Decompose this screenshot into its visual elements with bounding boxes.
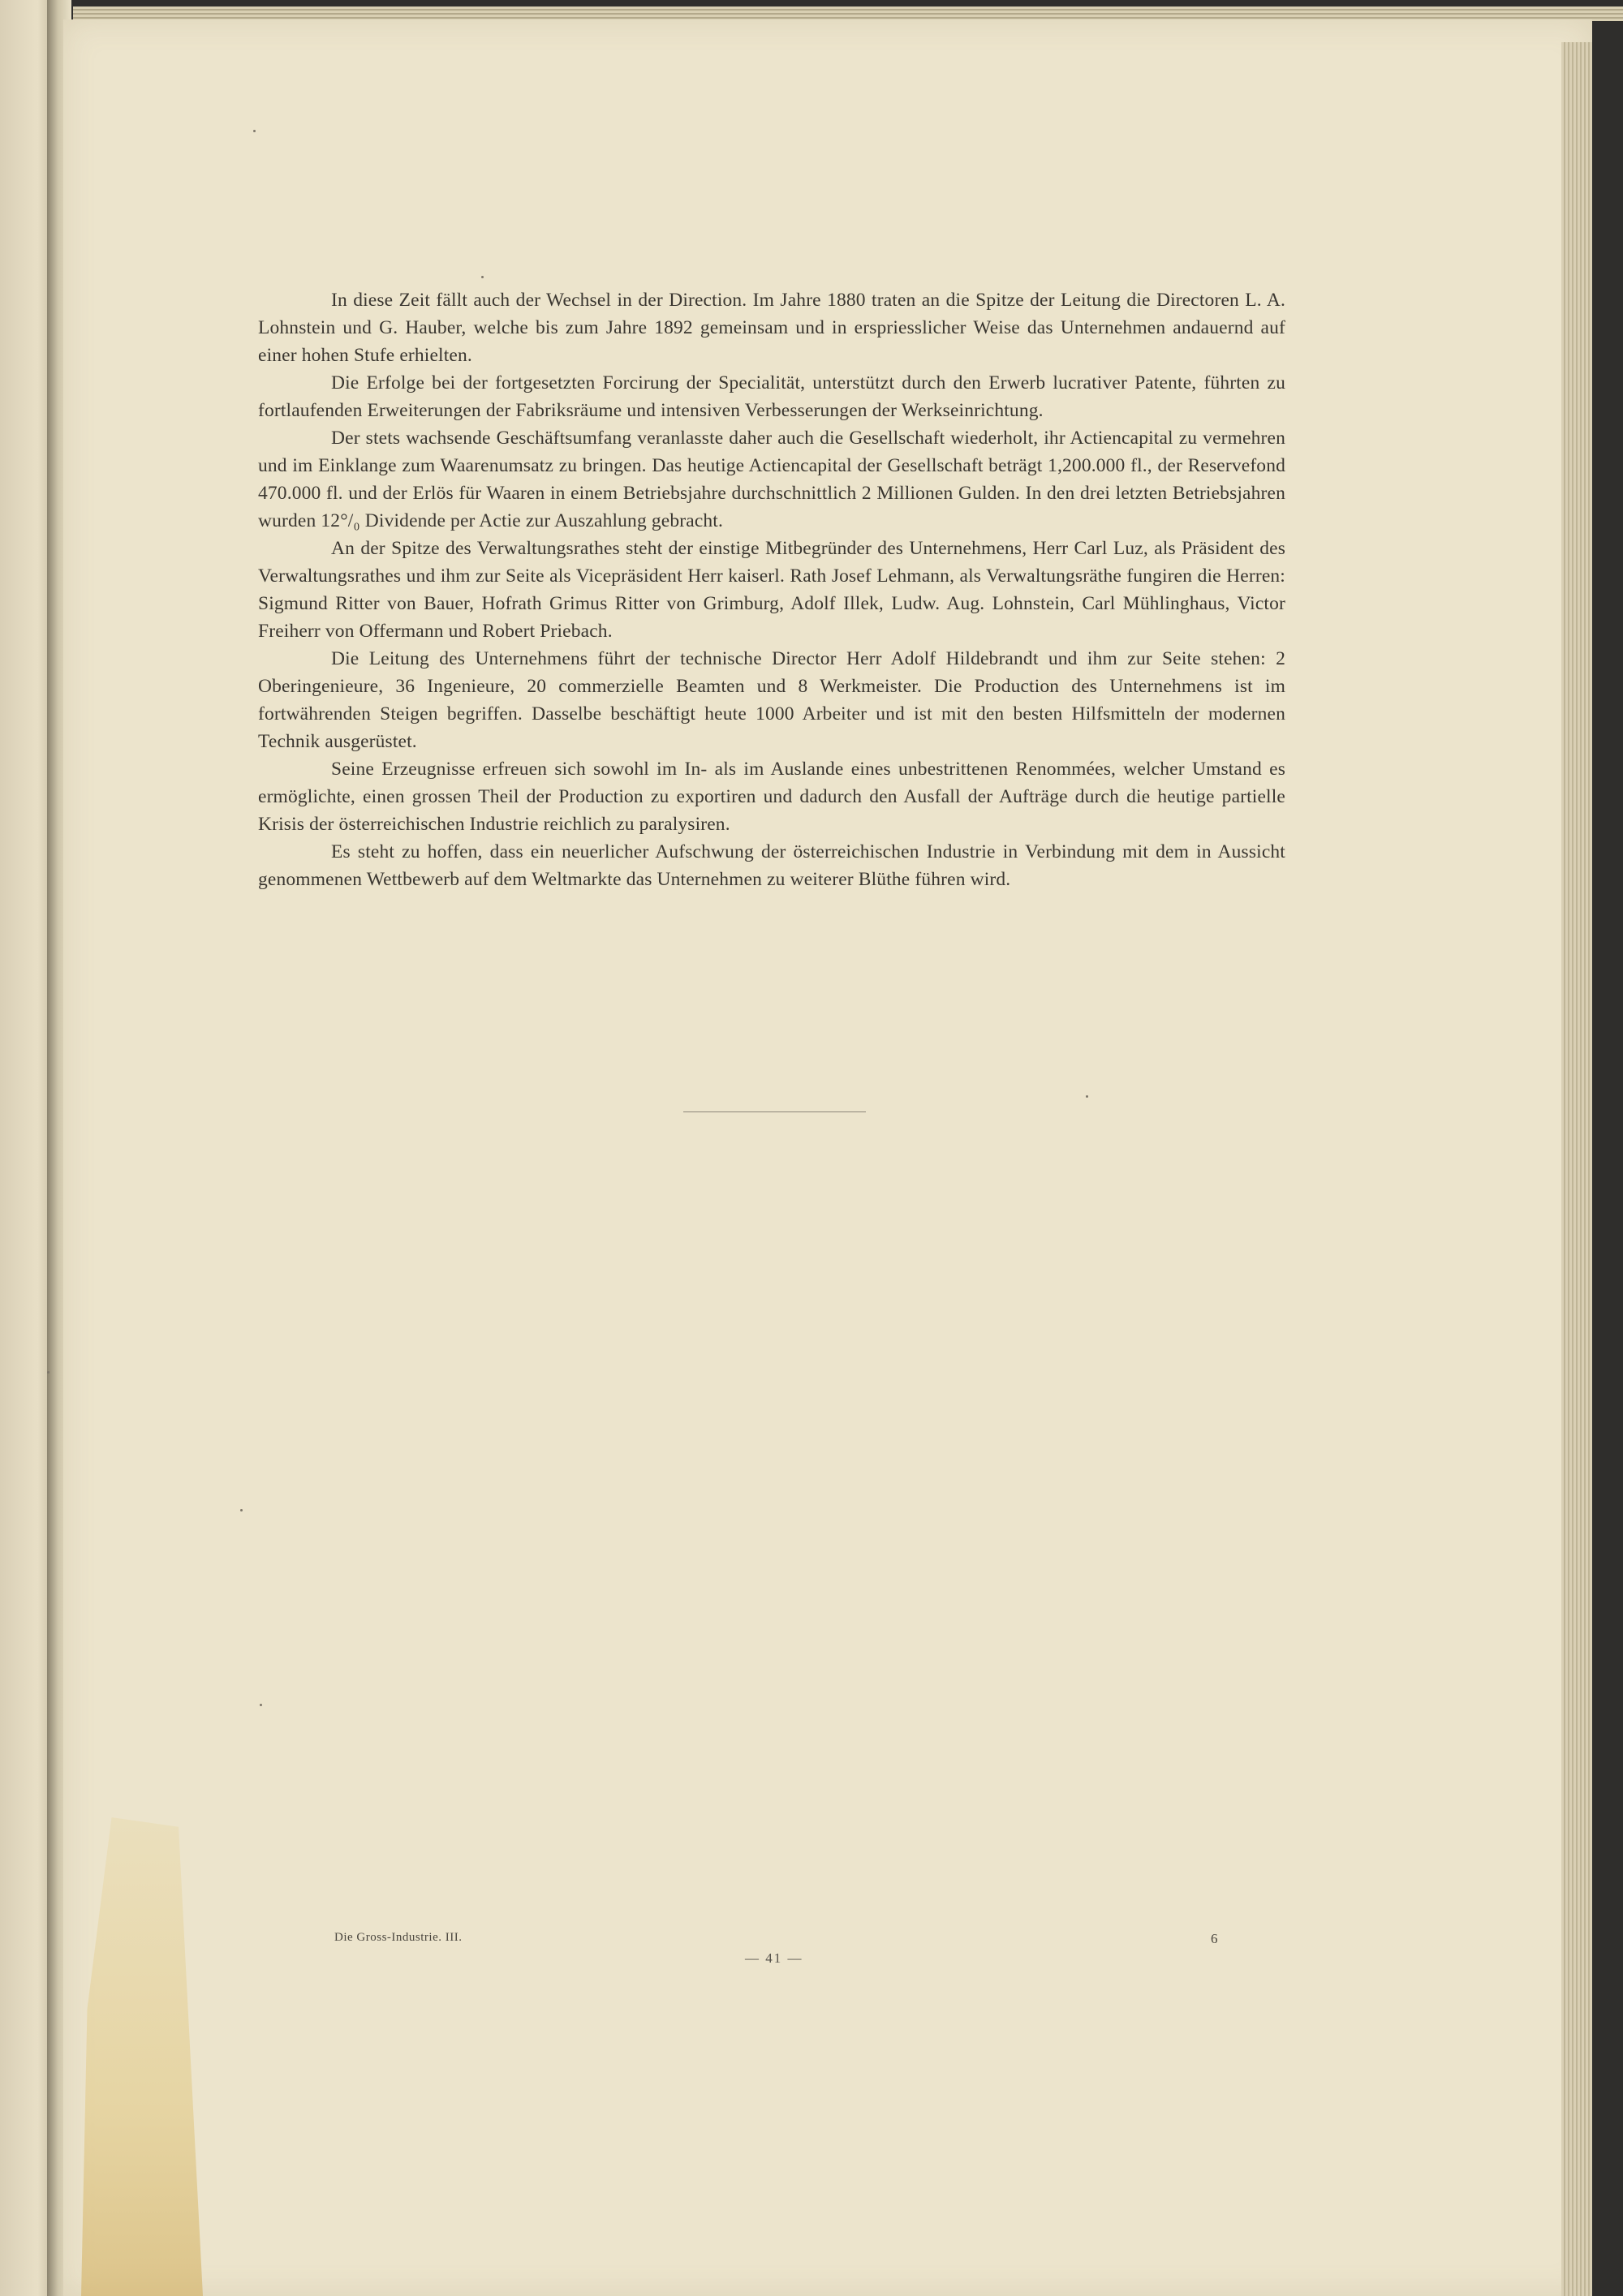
paragraph: Es steht zu hoffen, dass ein neuerlicher Aufschwung der österreichischen Industrie in Verbindung mit dem in Aussicht genommenen Wettbewerb auf dem Weltmarkte das Unternehmen zu weiterer Blüthe führen wird. [258,841,1285,890]
paragraph: In diese Zeit fällt auch der Wechsel in der Direction. Im Jahre 1880 traten an die Spitze der Leitung die Directoren L. A. Lohnstein und G. Hauber, welche bis zum Jahre 1892 gemeinsam und in erspriesslicher Weise das Unternehmen andauernd auf einer hohen Stufe erhielten. [258,290,1285,366]
body-text [258,286,1285,893]
paragraph: Der stets wachsende Geschäftsumfang veranlasste daher auch die Gesellschaft wiederholt, ihr Actiencapital zu vermehren und im Einklange zum Waarenumsatz zu bringen. Das heutige Actiencapital der Gesellschaft beträgt 1,200.000 fl., der Reservefond 470.000 fl. und der Erlös für Waaren in einem Betriebsjahre durchschnittlich 2 Millionen Gulden. In den drei letzten Betriebsjahren wurden 12°/₀ Dividende per Actie zur Auszahlung gebracht. [258,428,1285,531]
paragraph: Die Erfolge bei der fortgesetzten Forcirung der Specialität, unterstützt durch den Erwerb lucrativer Patente, führten zu fortlaufenden Erweiterungen der Fabriksräume und intensiven Verbesserungen der Werkseinrichtung. [258,372,1285,421]
paper-speck [1086,1095,1088,1098]
paper-speck [47,1371,50,1374]
paragraph: Die Leitung des Unternehmens führt der technische Director Herr Adolf Hildebrandt und ihm zur Seite stehen: 2 Oberingenieure, 36 Ingenieure, 20 commerzielle Beamten und 8 Werkmeister. Die Production des Unternehmens ist im fortwährenden Steigen begriffen. Dasselbe beschäftigt heute 1000 Arbeiter und ist mit den besten Hilfsmitteln der modernen Technik ausgerüstet. [258,648,1285,752]
previous-page-edge [0,0,54,2296]
signature-line: Die Gross-Industrie. III. [334,1931,463,1944]
paragraph: Seine Erzeugnisse erfreuen sich sowohl im In- als im Auslande eines unbestrittenen Renommées, welcher Umstand es ermöglichte, einen grossen Theil der Production zu exportiren und dadurch den Ausfall der Aufträge durch die heutige partielle Krisis der österreichischen Industrie reichlich zu paralysiren. [258,759,1285,835]
paper-speck [253,130,256,132]
sheet-number: 6 [1211,1931,1218,1946]
section-end-rule [683,1111,866,1112]
paper-speck [260,1704,262,1706]
paper-speck [240,1509,243,1511]
paragraph: An der Spitze des Verwaltungsrathes steht der einstige Mitbegründer des Unternehmens, Herr Carl Luz, als Präsident des Verwaltungsrathes und ihm zur Seite als Vicepräsident Herr kaiserl. Rath Josef Lehmann, als Verwaltungsräthe fungiren die Herren: Sigmund Ritter von Bauer, Hofrath Grimus Ritter von Grimburg, Adolf Illek, Ludw. Aug. Lohnstein, Carl Mühlinghaus, Victor Freiherr von Offermann und Robert Priebach. [258,538,1285,642]
page-number: — 41 — [745,1950,803,1966]
page-stack-right-edge [1561,42,1592,2296]
paper-speck [481,276,484,278]
